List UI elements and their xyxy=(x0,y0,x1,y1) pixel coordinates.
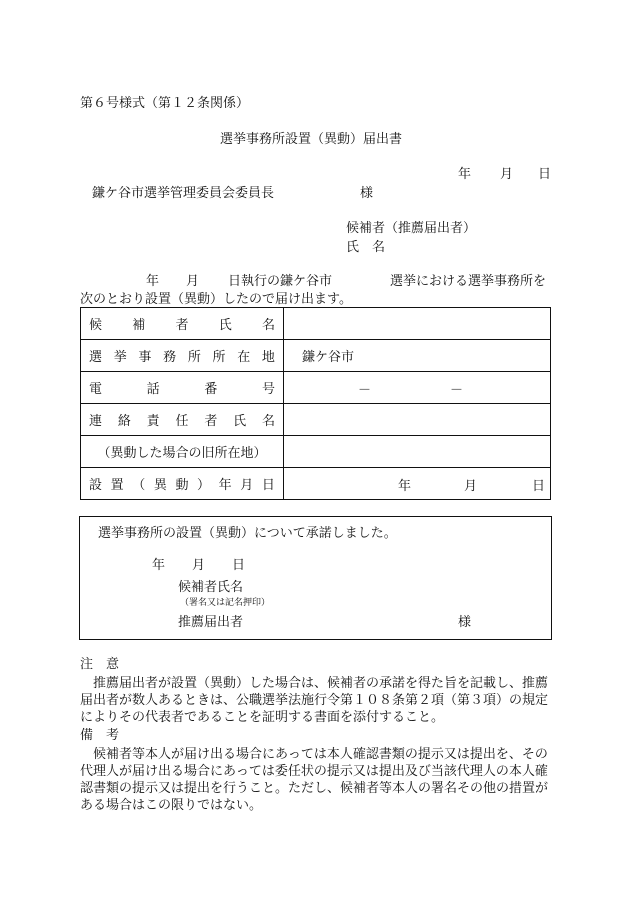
label-spread xyxy=(89,346,275,365)
label-char: 候 xyxy=(89,318,103,333)
form-number: 第６号様式（第１２条関係） xyxy=(80,96,250,111)
intro-month: 月 xyxy=(186,274,200,289)
label-char: 名 xyxy=(261,318,275,333)
label-char: 所 xyxy=(212,350,226,365)
date-month-label: 月 xyxy=(500,167,514,182)
notes-heading: 注 意 xyxy=(80,657,120,672)
office-address-value[interactable]: 鎌ケ谷市 xyxy=(284,340,551,372)
setup-year: 年 xyxy=(398,479,412,494)
label-char: 氏 xyxy=(218,318,232,333)
table-row xyxy=(81,308,551,340)
consent-day: 日 xyxy=(232,558,246,573)
document-title: 選挙事務所設置（異動）届出書 xyxy=(220,132,403,147)
setup-month: 月 xyxy=(464,479,478,494)
intro-suffix: 選挙における選挙事務所を xyxy=(390,274,547,289)
table-row xyxy=(81,436,551,468)
consent-year: 年 xyxy=(152,558,166,573)
date-day-label: 日 xyxy=(538,167,552,182)
label-spread xyxy=(89,314,275,333)
row-label-office-address xyxy=(81,340,284,372)
label-char: 事 xyxy=(138,350,152,365)
label-char: 置 xyxy=(110,478,124,493)
remarks-heading: 備 考 xyxy=(80,728,120,743)
consent-recommender-label: 推薦届出者 xyxy=(178,615,244,630)
consent-statement: 選挙事務所の設置（異動）について承諾しました。 xyxy=(98,526,397,541)
label-char: 者 xyxy=(175,318,189,333)
row-label-old-address: （異動した場合の旧所在地） xyxy=(81,436,284,468)
signature-note: （署名又は記名押印） xyxy=(180,598,271,608)
label-char: 年 xyxy=(218,478,232,493)
label-char: 所 xyxy=(187,350,201,365)
label-char: 選 xyxy=(89,350,103,365)
label-char: 話 xyxy=(146,382,160,397)
notes-text: 推薦届出者が設置（異動）した場合は、候補者の承諾を得た旨を記載し、推薦届出者が数人あるときは、公職選挙法施行令第１０８条第２項（第３項）の規定によりその代表者であることを証明する書面を添付すること。 xyxy=(80,676,549,725)
intro-election-text: 日執行の鎌ケ谷市 xyxy=(228,274,333,289)
label-char: 者 xyxy=(204,414,218,429)
label-char: 地 xyxy=(261,350,275,365)
label-char: 務 xyxy=(163,350,177,365)
table-row xyxy=(81,404,551,436)
candidate-label: 候補者（推薦届出者） xyxy=(346,221,477,236)
label-char: 名 xyxy=(261,414,275,429)
row-label-contact-person xyxy=(81,404,284,436)
candidate-name-value[interactable] xyxy=(284,308,551,340)
label-char: 設 xyxy=(89,478,103,493)
label-char: 任 xyxy=(175,414,189,429)
setup-date-value[interactable] xyxy=(284,468,551,500)
label-char: 動 xyxy=(175,478,189,493)
notification-table xyxy=(80,307,551,500)
label-char: 在 xyxy=(237,350,251,365)
honorific-sama: 様 xyxy=(360,186,374,201)
label-char: 氏 xyxy=(233,414,247,429)
label-char: ） xyxy=(197,478,211,493)
intro-line2: 次のとおり設置（異動）したので届け出ます。 xyxy=(80,292,352,307)
label-char: 異 xyxy=(153,478,167,493)
label-spread xyxy=(89,474,275,493)
phone-dash-1: － xyxy=(358,383,372,398)
label-char: 電 xyxy=(89,382,103,397)
label-char: 日 xyxy=(261,478,275,493)
row-label-phone xyxy=(81,372,284,404)
consent-candidate-name-label: 候補者氏名 xyxy=(178,580,244,595)
label-char: 補 xyxy=(132,318,146,333)
label-char: 月 xyxy=(240,478,254,493)
label-char: （ xyxy=(132,478,146,493)
label-char: 挙 xyxy=(113,350,127,365)
date-year-label: 年 xyxy=(458,167,472,182)
label-char: 責 xyxy=(146,414,160,429)
row-label-setup-date xyxy=(81,468,284,500)
contact-person-value[interactable] xyxy=(284,404,551,436)
remarks-text: 候補者等本人が届け出る場合にあっては本人確認書類の提示又は提出を、その代理人が届け出る場合にあっては委任状の提示又は提出及び当該代理人の本人確認書類の提示又は提出を行うこと。ただし、候補者等本人の署名その他の措置がある場合はこの限りではない。 xyxy=(80,747,549,813)
label-char: 連 xyxy=(89,414,103,429)
consent-honorific: 様 xyxy=(458,615,472,630)
consent-box xyxy=(79,516,552,640)
table-row xyxy=(81,372,551,404)
consent-month: 月 xyxy=(192,558,206,573)
addressee: 鎌ケ谷市選挙管理委員会委員長 xyxy=(92,186,275,201)
label-char: 絡 xyxy=(117,414,131,429)
row-label-candidate-name xyxy=(81,308,284,340)
name-label: 氏 名 xyxy=(346,240,386,255)
intro-year: 年 xyxy=(146,274,160,289)
old-address-value[interactable] xyxy=(284,436,551,468)
setup-day: 日 xyxy=(532,479,546,494)
phone-dash-2: － xyxy=(450,383,464,398)
table-row xyxy=(81,340,551,372)
phone-value[interactable] xyxy=(284,372,551,404)
table-row xyxy=(81,468,551,500)
label-spread xyxy=(89,378,275,397)
label-spread xyxy=(89,410,275,429)
label-char: 番 xyxy=(204,382,218,397)
label-char: 号 xyxy=(261,382,275,397)
